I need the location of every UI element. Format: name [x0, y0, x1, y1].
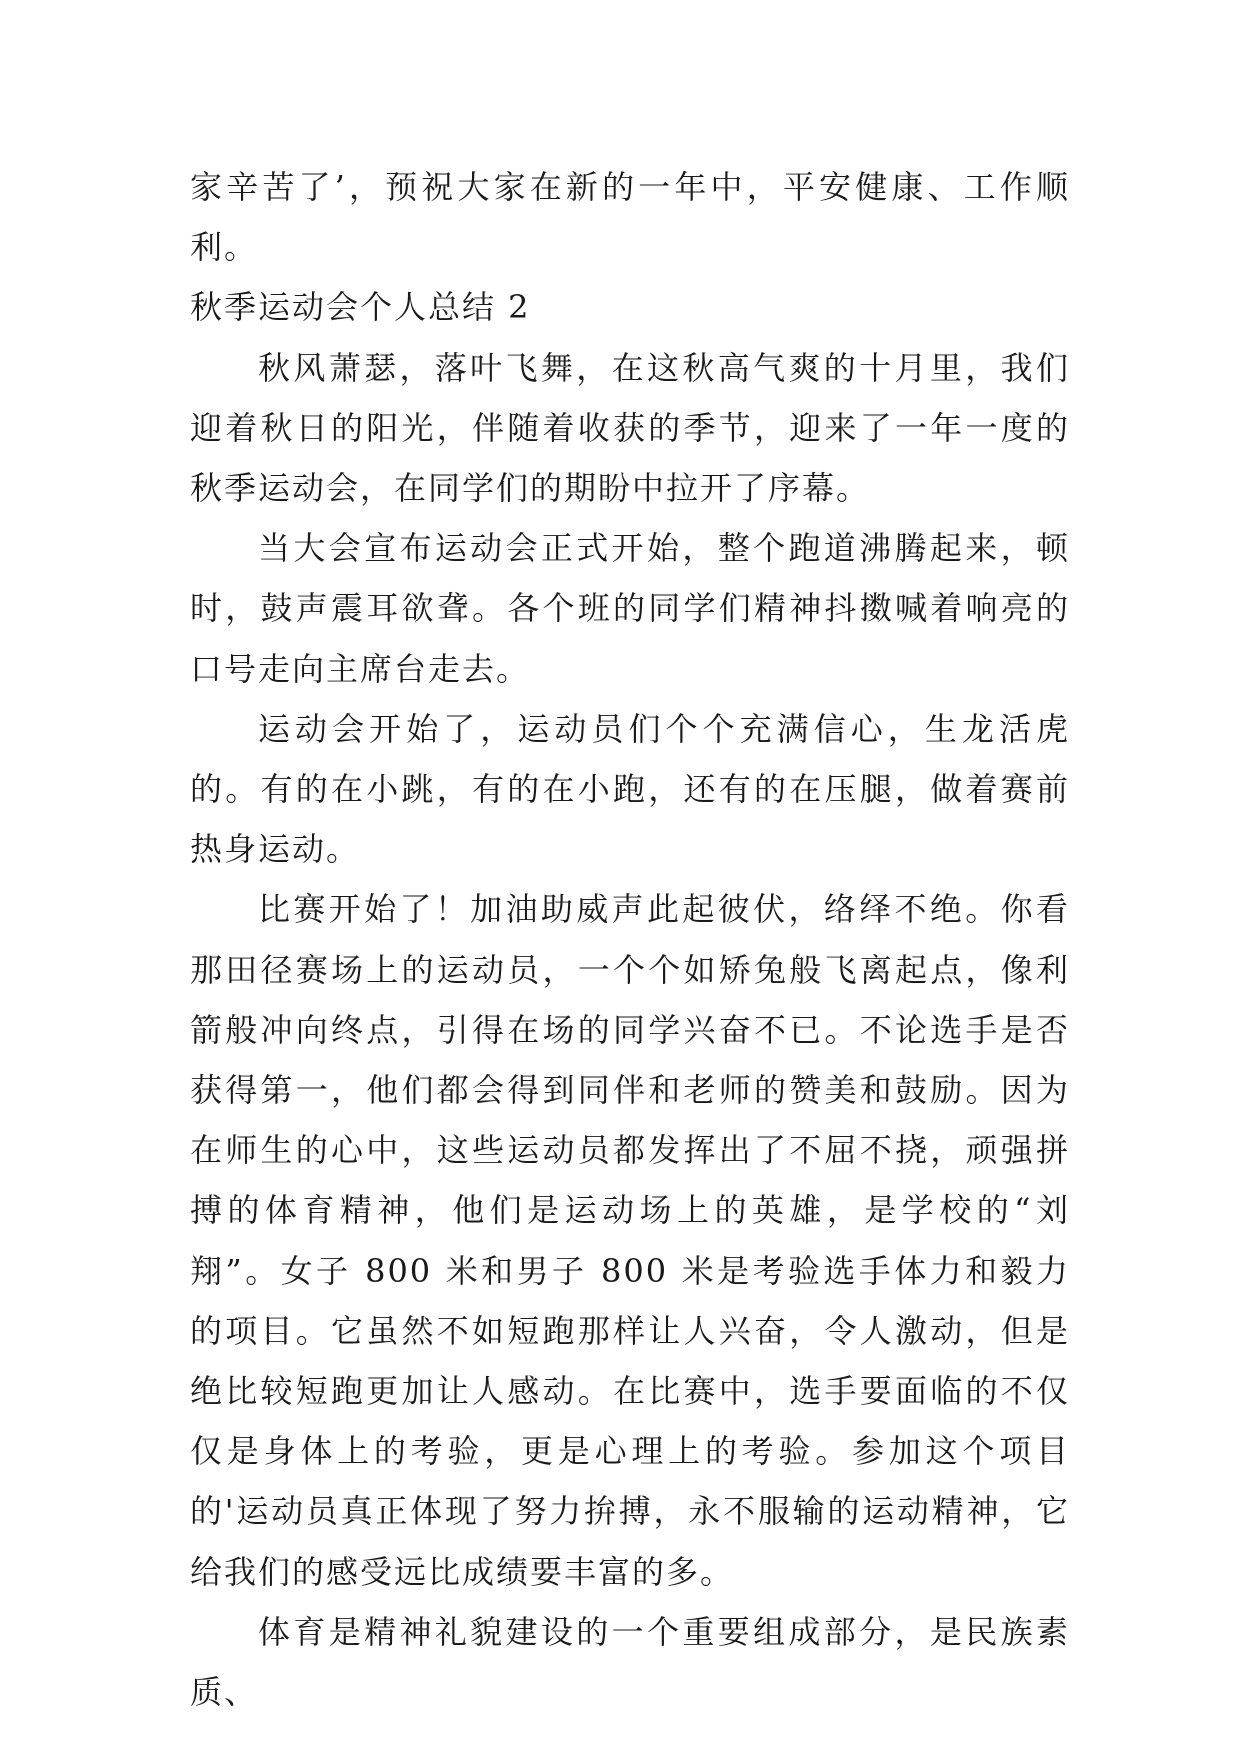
paragraph-1: 秋风萧瑟，落叶飞舞，在这秋高气爽的十月里，我们迎着秋日的阳光，伴随着收获的季节，迎来了一年一度的秋季运动会，在同学们的期盼中拉开了序幕。 — [190, 348, 1070, 508]
paragraph-2: 当大会宣布运动会正式开始，整个跑道沸腾起来，顿时，鼓声震耳欲聋。各个班的同学们精神抖擞喊着响亮的口号走向主席台走去。 — [190, 529, 1070, 688]
carryover-line: 家辛苦了’，预祝大家在新的一年中，平安健康、工作顺利。 — [190, 168, 1070, 267]
paragraph-4: 比赛开始了！加油助威声此起彼伏，络绎不绝。你看那田径赛场上的运动员，一个个如矫兔般飞离起点，像利箭般冲向终点，引得在场的同学兴奋不已。不论选手是否获得第一，他们都会得到同伴和老师的赞美和鼓励。因为在师生的心中，这些运动员都发挥出了不屈不挠，顽强拼搏的体育精神，他们是运动场上的英雄，是学校的“刘翔”。女子 800 米和男子 800 米是考验选手体力和毅力的项目。它虽然不如短跑那样让人兴奋，令人激动，但是绝比较短跑更加让人感动。在比赛中，选手要面临的不仅仅是身体上的考验，更是心理上的考验。参加这个项目的'运动员真正体现了努力拚搏，永不服输的运动精神，它给我们的感受远比成绩要丰富的多。 — [190, 890, 1070, 1591]
paragraph-3: 运动会开始了，运动员们个个充满信心，生龙活虎的。有的在小跳，有的在小跑，还有的在压腿，做着赛前热身运动。 — [190, 709, 1070, 869]
section-title: 秋季运动会个人总结 2 — [190, 288, 531, 327]
paragraph-5: 体育是精神礼貌建设的一个重要组成部分，是民族素质、 — [190, 1612, 1070, 1712]
document-body — [190, 157, 1070, 1722]
